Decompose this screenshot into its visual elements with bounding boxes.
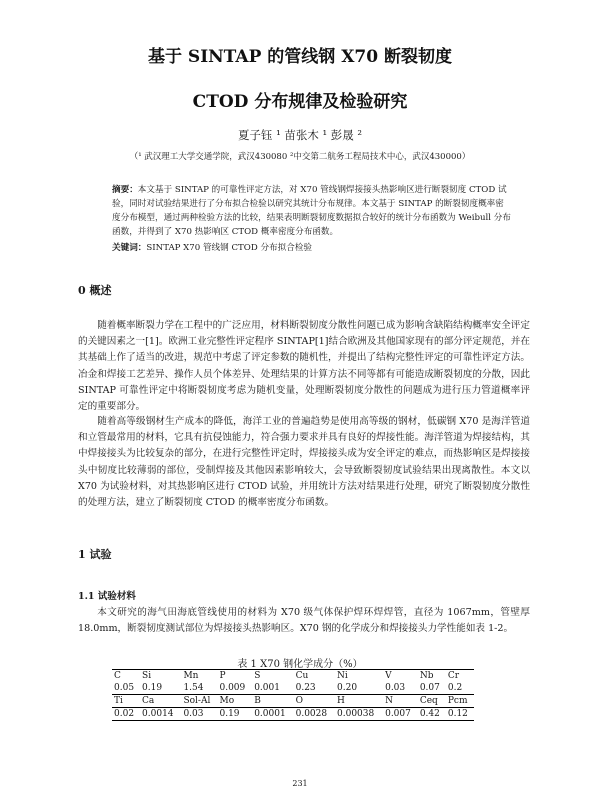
table-cell: 0.42 xyxy=(418,708,446,721)
table-cell: Sol-Al xyxy=(181,695,217,708)
table-cell: 1.54 xyxy=(181,682,217,695)
table-cell: P xyxy=(217,670,252,683)
paragraph-overview-1: 随着概率断裂力学在工程中的广泛应用，材料断裂韧度分散性问题已成为影响含缺陷结构概率安全评定的关键因素之一[1]。欧洲工业完整性评定程序 SINTAP[1]结合欧洲及其他国家现有的部分评定规范，并在其基础上作了适当的改进，规范中考虑了评定参数的随机性，并提出了结构完整性评定的可靠性评定方法。冶金和焊接工艺差异、操作人员个体差异、处理结果的计算方法不同等都有可能造成断裂韧度的分散，因此 SINTAP 可靠性评定中将断裂韧度考虑为随机变量，处理断裂韧度分散性的问题成为进行压力管道概率评定的重要部分。 xyxy=(78,320,530,413)
table-cell: 0.2 xyxy=(446,682,474,695)
authors: 夏子钰 ¹ 苗张木 ¹ 彭晟 ² xyxy=(237,128,363,142)
table-cell: O xyxy=(294,695,335,708)
subsection-heading-materials: 1.1 试验材料 xyxy=(78,591,136,602)
keywords xyxy=(112,241,512,253)
paper-title-line-1: 基于 SINTAP 的管线钢 X70 断裂韧度 xyxy=(148,47,452,67)
table-cell: Cr xyxy=(446,670,474,683)
table-cell: 0.19 xyxy=(217,708,252,721)
table-row xyxy=(112,670,474,683)
abstract-text: 本文基于 SINTAP 的可靠性评定方法，对 X70 管线钢焊接接头热影响区进行断裂韧度 CTOD 试验，同时对试验结果进行了分布拟合检验以研究其统计分布规律。本文基于 SINTAP 的断裂韧度概率密度分布模型，通过两种检验方法的比较，结果表明断裂韧度数据拟合较好的统计分布函数为 Weibull 分布函数，并得到了 X70 热影响区 CTOD 概率密度分布函数。 xyxy=(112,185,511,237)
page-number: 231 xyxy=(292,779,308,788)
table-cell: 0.0014 xyxy=(140,708,181,721)
abstract-label: 摘要： xyxy=(112,185,138,195)
table-cell: Mo xyxy=(217,695,252,708)
paragraph-materials: 本文研究的海气田海底管线使用的材料为 X70 级气体保护焊环焊焊管，直径为 1067mm，管壁厚 18.0mm，断裂韧度测试部位为焊接接头热影响区。X70 钢的化学成分和焊接接头力学性能如表 1-2。 xyxy=(78,607,530,635)
table-cell: 0.12 xyxy=(446,708,474,721)
table-cell: Ca xyxy=(140,695,181,708)
table-cell: 0.02 xyxy=(112,708,140,721)
table-cell: Nb xyxy=(418,670,446,683)
table-cell: Ceq xyxy=(418,695,446,708)
paper-title-line-2: CTOD 分布规律及检验研究 xyxy=(192,92,408,112)
table-cell: S xyxy=(252,670,293,683)
table-cell: 0.00038 xyxy=(335,708,383,721)
paragraph-overview-2: 随着高等级钢材生产成本的降低，海洋工业的普遍趋势是使用高等级的钢材，低碳钢 X70 是海洋管道和立管最常用的材料，它具有抗侵蚀能力，符合强力要求并具有良好的焊接性能。海洋管道为焊接结构，其中焊接接头为比较复杂的部分，在进行完整性评定时，焊接接头成为安全评定的难点，而热影响区是焊接接头中韧度比较薄弱的部位，受制焊接及其他因素影响较大，会导致断裂韧度试验结果出现离散性。本文以 X70 为试验材料，对其热影响区进行 CTOD 试验，并用统计方法对结果进行处理，研究了断裂韧度分散性的处理方法，建立了断裂韧度 CTOD 的概率密度分布函数。 xyxy=(78,416,530,509)
table-cell: Ni xyxy=(335,670,383,683)
table-cell: 0.20 xyxy=(335,682,383,695)
table-row xyxy=(112,708,474,721)
table-cell: B xyxy=(252,695,293,708)
table-cell: Pcm xyxy=(446,695,474,708)
table-cell: 0.007 xyxy=(383,708,418,721)
table-cell: 0.0001 xyxy=(252,708,293,721)
keywords-label: 关键词： xyxy=(112,243,147,253)
table-cell: Mn xyxy=(181,670,217,683)
section-heading-experiment: 1 试验 xyxy=(78,548,112,561)
table-cell: N xyxy=(383,695,418,708)
table-cell: 0.05 xyxy=(112,682,140,695)
abstract xyxy=(112,183,512,239)
table-row xyxy=(112,695,474,708)
affiliation: （¹ 武汉理工大学交通学院，武汉430080 ²中交第二航务工程局技术中心，武汉430000） xyxy=(129,152,471,162)
table-cell: Ti xyxy=(112,695,140,708)
section-heading-overview: 0 概述 xyxy=(78,284,112,297)
table-cell: 0.03 xyxy=(181,708,217,721)
table-cell: 0.23 xyxy=(294,682,335,695)
table-cell: C xyxy=(112,670,140,683)
keywords-text: SINTAP X70 管线钢 CTOD 分布拟合检验 xyxy=(146,243,313,253)
table-cell: V xyxy=(383,670,418,683)
table-cell: 0.001 xyxy=(252,682,293,695)
table-caption: 表 1 X70 钢化学成分（%） xyxy=(237,659,363,670)
table-cell: H xyxy=(335,695,383,708)
table-cell: Cu xyxy=(294,670,335,683)
table-cell: Si xyxy=(140,670,181,683)
table-cell: 0.009 xyxy=(217,682,252,695)
table-cell: 0.03 xyxy=(383,682,418,695)
table-row xyxy=(112,682,474,695)
table-cell: 0.07 xyxy=(418,682,446,695)
table-cell: 0.19 xyxy=(140,682,181,695)
chemical-composition-table xyxy=(112,669,474,721)
table-cell: 0.0028 xyxy=(294,708,335,721)
